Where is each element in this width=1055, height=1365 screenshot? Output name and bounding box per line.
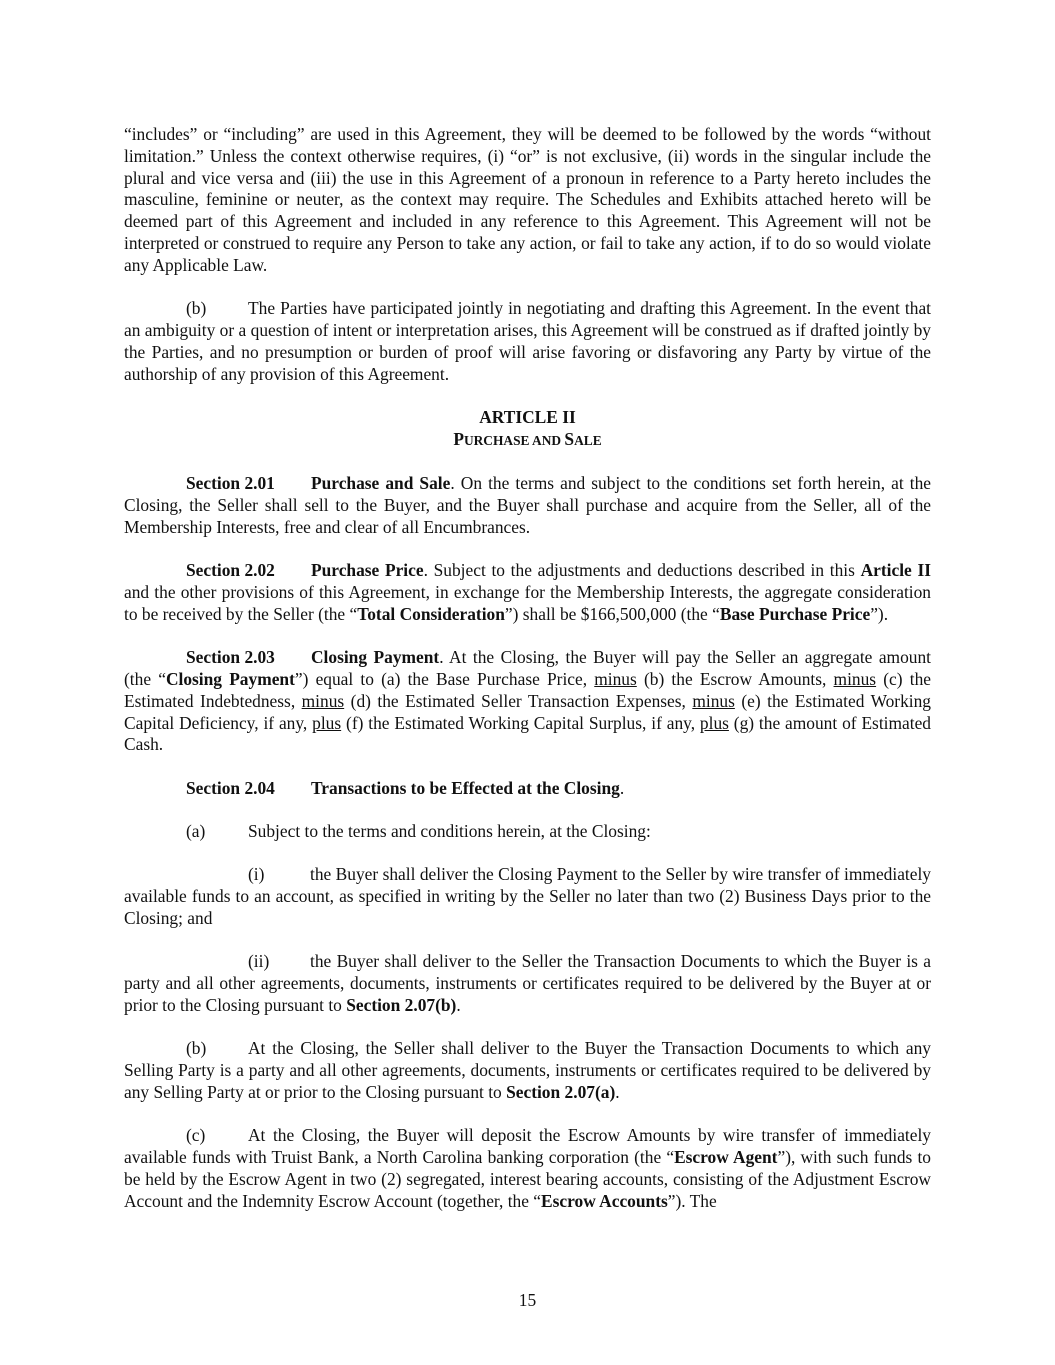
paragraph-label: (a) — [186, 821, 206, 842]
section-2-04-b: (b) At the Closing, the Seller shall deliver to the Buyer the Transaction Documents to which any Selling Party is a party and all other agreements, documents, instruments or certificates required to be delivered by any Selling Party at or prior to the Closing pursuant to Section 2.07(a). — [124, 1038, 931, 1103]
section-heading: Purchase Price — [311, 560, 424, 581]
section-2-04-a: (a) Subject to the terms and conditions herein, at the Closing: — [186, 821, 651, 842]
section-2-04: Section 2.04 Transactions to be Effected at the Closing. — [186, 777, 625, 798]
page-number: 15 — [518, 1290, 537, 1310]
paragraph-label: (b) — [186, 1038, 207, 1059]
section-number: Section 2.02 — [186, 560, 275, 581]
article-subtitle: PURCHASE AND SALE — [453, 428, 602, 449]
section-heading: Purchase and Sale — [311, 473, 451, 494]
paragraph-b — [124, 298, 931, 385]
cross-reference: Section 2.07(b) — [346, 995, 457, 1016]
defined-term: Base Purchase Price — [719, 603, 871, 624]
article-title: ARTICLE II — [479, 406, 576, 427]
section-heading: Transactions to be Effected at the Closing — [311, 777, 620, 798]
paragraph-label: (ii) — [248, 951, 270, 972]
defined-term: Closing Payment — [165, 668, 295, 689]
paragraph-label: (i) — [248, 864, 265, 885]
section-2-04-c: (c) At the Closing, the Buyer will deposit the Escrow Amounts by wire transfer of immediately available funds with Truist Bank, a North Carolina banking corporation (the “Escrow Agent”), with such funds to be held by the Escrow Agent in two (2) segregated, interest bearing accounts, consisting of the Adjustment Escrow Account and the Indemnity Escrow Account (together, the “Escrow Accounts”). The — [124, 1125, 932, 1211]
section-2-04-a-i: (i) the Buyer shall deliver the Closing Payment to the Seller by wire transfer of immediately available funds to an account, as specified in writing by the Seller no later than two (2) Business Days prior to the Closing; and — [124, 864, 931, 929]
cross-reference: Section 2.07(a) — [506, 1082, 616, 1103]
defined-term: Escrow Agent — [674, 1147, 778, 1168]
section-number: Section 2.01 — [186, 473, 275, 494]
cross-reference: Article II — [860, 560, 931, 581]
section-heading: Closing Payment — [311, 647, 440, 668]
paragraph-text: The Parties have participated jointly in negotiating and drafting this Agreement. In the event that an ambiguity or a question of intent or interpretation arises, this Agreement will be construed as if drafted jointly by the Parties, and no presumption or burden of proof will arise favoring or disfavoring any Party by virtue of the authorship of any provision of this Agreement. — [124, 298, 931, 384]
section-number: Section 2.04 — [186, 777, 275, 798]
defined-term: Escrow Accounts — [541, 1190, 668, 1211]
paragraph-label: (b) — [186, 298, 207, 319]
intro-paragraph: “includes” or “including” are used in this Agreement, they will be deemed to be followed by the words “without limitation.” Unless the context otherwise requires, (i) “or” is not exclusive, (ii) words in the singular include the plural and vice versa and (iii) the use in this Agreement of a pronoun in reference to a Party hereto includes the masculine, feminine or neuter, as the context may require. The Schedules and Exhibits attached hereto will be deemed part of this Agreement and included in any reference to this Agreement. This Agreement will not be interpreted or construed to require any Person to take any action, or fail to take any action, if to do so would violate any Applicable Law. — [124, 124, 931, 275]
section-2-04-a-ii: (ii) the Buyer shall deliver to the Seller the Transaction Documents to which the Buyer is a party and all other agreements, documents, instruments or certificates required to be delivered by the Buyer at or prior to the Closing pursuant to Section 2.07(b). — [124, 951, 931, 1016]
section-number: Section 2.03 — [186, 647, 275, 668]
section-2-01: Section 2.01 Purchase and Sale. On the terms and subject to the conditions set forth herein, at the Closing, the Seller shall sell to the Buyer, and the Buyer shall purchase and acquire from the Seller, all of the Membership Interests, free and clear of all Encumbrances. — [124, 473, 931, 537]
paragraph-label: (c) — [186, 1125, 206, 1146]
section-2-03: Section 2.03 Closing Payment. At the Closing, the Buyer will pay the Seller an aggregate amount (the “Closing Payment”) equal to (a) the Base Purchase Price, minus (b) the Escrow Amounts, minus (c) the Estimated Indebtedness, minus (d) the Estimated Seller Transaction Expenses, minus (e) the Estimated Working Capital Deficiency, if any, plus (f) the Estimated Working Capital Surplus, if any, plus (g) the amount of Estimated Cash. — [124, 647, 931, 755]
document-page — [124, 124, 931, 1234]
defined-term: Total Consideration — [357, 603, 505, 624]
section-2-02: Section 2.02 Purchase Price. Subject to the adjustments and deductions described in this Article II and the other provisions of this Agreement, in exchange for the Membership Interests, the aggregate consideration to be received by the Seller (the “Total Consideration”) shall be $166,500,000 (the “Base Purchase Price”). — [124, 560, 931, 624]
